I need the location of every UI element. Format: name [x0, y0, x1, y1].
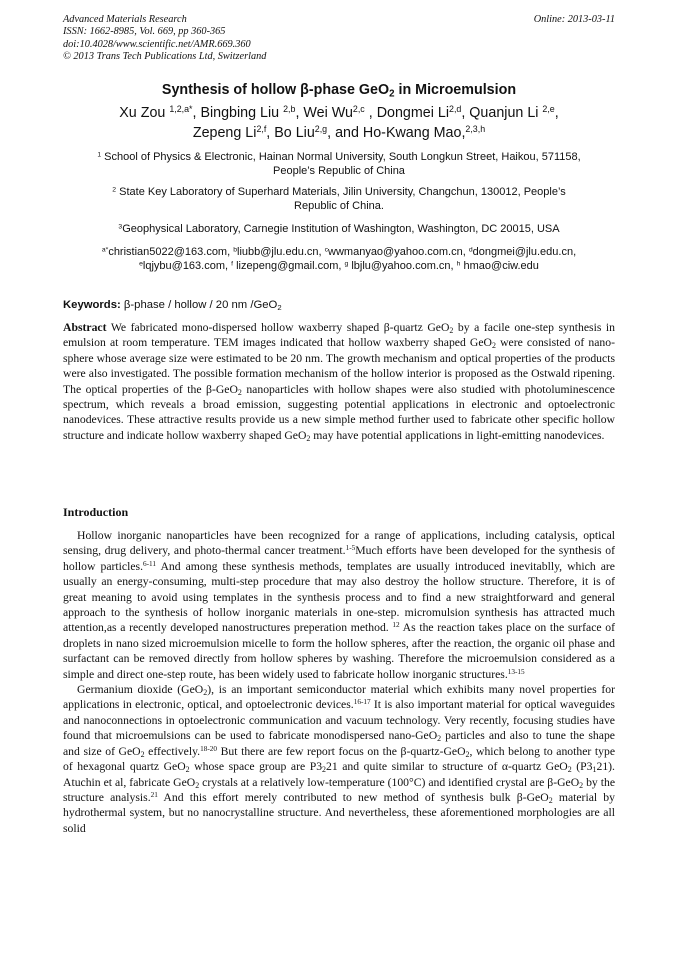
journal-name: Advanced Materials Research [63, 14, 187, 25]
author: Quanjun Li $^{2,e}$, [469, 104, 559, 121]
email-link[interactable]: liubb@jlu.edu.cn, [237, 246, 325, 258]
affiliation-1: $^1$ School of Physics & Electronic, Hainan Normal University, South Longkun Street, Haikou, 571158, People’s Republic of China [97, 151, 581, 177]
author: Wei Wu$^{2,c}$ , [303, 104, 373, 121]
paper-title: Synthesis of hollow β-phase GeO$_2$ in Microemulsion [161, 82, 517, 100]
keywords: Keywords: β-phase / hollow / 20 nm /GeO$_2$ [63, 299, 282, 312]
abstract: Abstract We fabricated mono-dispersed hollow waxberry shaped β-quartz GeO$_2$ by a facile one-step synthesis in emulsion at room temperature. TEM images indicated that hollow waxberry shaped GeO$_2$ were consisted of nano-sphere whose average size were estimated to be 20 nm. The growth mechanism and optical properties of the products were also investigated. The possible formation mechanism of the hollow interior is proposed as the Ostwald ripening. The optical properties of the β-GeO$_2$ nanoparticles with hollow shapes were also studied with photoluminescence spectrum, which reveals a broad emission, suggesting potential applications in electronic and optoelectronic nanodevices. These attractive results provide us a new simple method further used to fabricate other specific hollow structure and indicate hollow waxberry shaped GeO$_2$ may have potential applications in light-emitting nanodevices. [63, 321, 615, 443]
journal-copyright: © 2013 Trans Tech Publications Ltd, Switzerland [63, 51, 267, 63]
keywords-label: Keywords: [63, 299, 121, 311]
author-list [63, 103, 615, 143]
email-link[interactable]: christian5022@163.com, [108, 246, 234, 258]
paragraph: Germanium dioxide (GeO$_2$), is an important semiconductor material which exhibits many novel properties for applications in electronic, optical, and optoelectronic devices.$^{16-17}$ It is also important material for optical waveguides and nanoconnections in optoelectronic communication and vacuum technology. Very recently, focusing studies have found that microemulsions can be used to fabricate monodispersed nano-GeO$_2$ particles and also to tune the shape and size of GeO$_2$ effectively.$^{18-20}$ But there are few report focus on the β-quartz-GeO$_2$, which belong to another type of hexagonal quartz GeO$_2$ whose space group are $P3_221$ and quite similar to structure of α-quartz GeO$_2$ $(P3_121)$. Atuchin et al, fabricate GeO$_2$ crystals at a relatively low-temperature (100°C) and identified crystal are β-GeO$_2$ by the structure analysis.$^{21}$ And this effort merely contributed to new method of synthesis bulk β-GeO$_2$ material by hydrothermal system, but no nanocrystalline structure. And nevertheless, these aforementioned morphologies are all solid [63, 683, 616, 835]
email-link[interactable]: lizepeng@gmail.com, [233, 260, 345, 272]
online-date: Online: 2013-03-11 [533, 14, 615, 25]
affiliation-3: $^3$Geophysical Laboratory, Carnegie Institution of Washington, Washington, DC 20015, USA [118, 223, 560, 235]
author: Xu Zou $^{1,2,a*}$, [119, 104, 201, 121]
email-link[interactable]: dongmei@jlu.edu.cn, [472, 246, 577, 258]
email-link[interactable]: wwmanyao@yahoo.com.cn, [328, 246, 469, 258]
author: Ho-Kwang Mao,$^{2,3,h}$ [362, 124, 486, 141]
journal-doi: doi:10.4028/www.scientific.net/AMR.669.360 [63, 38, 251, 50]
section-heading-introduction: Introduction [63, 505, 129, 519]
abstract-label: Abstract [63, 321, 107, 334]
affiliation-2: $^2$ State Key Laboratory of Superhard Materials, Jilin University, Changchun, 130012, People’s Republic of China. [112, 186, 566, 212]
author: Zepeng Li$^{2,f}$, [192, 124, 275, 141]
author: Dongmei Li$^{2,d}$, [376, 104, 470, 121]
author-emails: $^{a*}$christian5022@163.com, $^b$liubb@jlu.edu.cn, $^c$wwmanyao@yahoo.com.cn, $^d$dongmei@jlu.edu.cn, $^e$lqjybu@163.com, $^f$ lizepeng@gmail.com, $^g$ lbjlu@yahoo.com.cn, $^h$ hmao@ciw.edu [101, 246, 577, 272]
email-link[interactable]: lbjlu@yahoo.com.cn, [348, 260, 457, 272]
journal-header [63, 14, 266, 64]
author: Bingbing Liu $^{2,b}$, [200, 104, 304, 121]
introduction-body [63, 528, 615, 836]
email-link[interactable]: lqjybu@163.com, [142, 260, 232, 272]
journal-issn: ISSN: 1662-8985, Vol. 669, pp 360-365 [63, 26, 226, 38]
email-link[interactable]: hmao@ciw.edu [460, 260, 539, 272]
author: Bo Liu$^{2,g}$, and [274, 124, 363, 141]
paragraph: Hollow inorganic nanoparticles have been recognized for a range of applications, including catalysis, optical sensing, drug delivery, and photo-thermal cancer treatment.$^{1-5}$Much efforts have been developed for the synthesis of hollow particles.$^{6-11}$ And among these synthesis methods, templates are usually introduced inevitablly, which are usually an energy-consuming, multi-step procedure that may also destroy the hollow structure. Therefore, it is of great meaning to avoid using templates in the synthesis process and to find a new straightforward and general approach to the synthesis of hollow inorganic materials in one-step. micromulsion synthesis has attracted much attention,as a recently developed nanostructures preperation method. $^{12}$ As the reaction takes place on the surface of droplets in nano sized microemulsion micelle to form the hollow spheres, after the reaction, the organic oil phase and surfactant can be removed directly from hollow spheres by washing. Therefore the microemulsion considered as a simple and direct one-step route, has been widely used to fabricate hollow inorganic structures.$^{13-15}$ [63, 529, 615, 681]
